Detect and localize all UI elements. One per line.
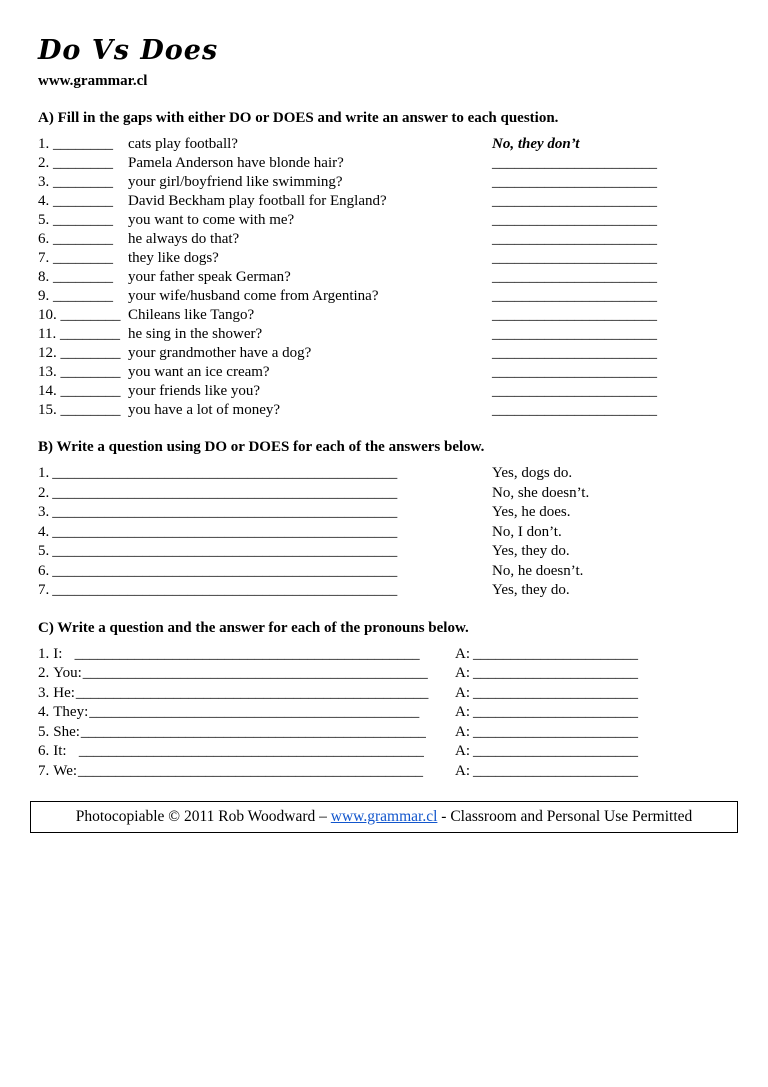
answer-blank: ______________________ xyxy=(492,383,657,399)
pronoun-label: They: xyxy=(53,704,89,720)
question-text: he sing in the shower? xyxy=(128,326,263,342)
footer-copyright xyxy=(30,801,738,833)
item-number-cell xyxy=(38,268,128,287)
question-text: Chileans like Tango? xyxy=(128,307,255,323)
do-does-blank: ________ xyxy=(53,136,113,152)
item-number: 10. xyxy=(38,307,57,323)
question-blank: _______________________________________________ xyxy=(75,684,429,701)
answer-text: No, he doesn’t. xyxy=(492,562,584,579)
footer-text-after: - Classroom and Personal Use Permitted xyxy=(437,808,693,825)
item-number: 6. xyxy=(38,562,50,579)
answer-label: A: xyxy=(455,684,470,701)
section-a-row xyxy=(38,344,730,363)
question-text: your friends like you? xyxy=(128,383,261,399)
question-blank-cell xyxy=(38,581,492,601)
answer-blank: ______________________ xyxy=(492,174,657,190)
section-a-row xyxy=(38,192,730,211)
answer-blank: ______________________ xyxy=(473,665,638,681)
item-number: 3. xyxy=(38,174,50,190)
item-number: 15. xyxy=(38,402,57,418)
answer-blank: ______________________ xyxy=(473,645,638,662)
worksheet-page xyxy=(38,34,730,833)
answer-blank: ______________________ xyxy=(492,326,657,342)
question-blank-cell xyxy=(38,484,492,504)
item-number-cell xyxy=(38,211,128,230)
answer-blank: ______________________ xyxy=(492,307,657,323)
do-does-blank: ________ xyxy=(59,326,120,342)
pronoun-question-cell xyxy=(38,723,455,743)
section-b-row xyxy=(38,542,730,562)
section-b-row xyxy=(38,562,730,582)
section-c-heading: C) Write a question and the answer for each of the pronouns below. xyxy=(38,619,469,636)
pronoun-label: She: xyxy=(53,723,80,740)
section-a-row xyxy=(38,268,730,287)
section-b-heading: B) Write a question using DO or DOES for each of the answers below. xyxy=(38,439,485,455)
question-text: cats play football? xyxy=(128,136,238,152)
item-number-cell xyxy=(38,363,128,382)
section-c-row xyxy=(38,684,730,704)
question-blank: ____________________________________________ xyxy=(89,704,420,720)
answer-text: No, I don’t. xyxy=(492,523,562,540)
question-blank-cell xyxy=(38,523,492,543)
answer-cell xyxy=(455,762,730,782)
answer-label: A: xyxy=(455,723,470,740)
section-a-row xyxy=(38,211,730,230)
pronoun-question-cell xyxy=(38,684,455,704)
answer-blank: ______________________ xyxy=(473,743,638,759)
item-number-cell xyxy=(38,306,128,325)
pronoun-label: He: xyxy=(53,684,75,701)
answer-blank: ______________________ xyxy=(492,345,657,361)
item-number: 1. xyxy=(38,136,50,152)
pronoun-question-cell xyxy=(38,664,455,684)
worksheet-title: Do Vs Does xyxy=(38,35,219,66)
answer-label: A: xyxy=(455,665,470,681)
question-blank-cell xyxy=(38,503,492,523)
question-text: he always do that? xyxy=(128,231,240,247)
pronoun-label: I: xyxy=(53,645,63,662)
question-text: you want an ice cream? xyxy=(128,364,270,380)
question-blank: ______________________________________________ xyxy=(82,665,428,681)
item-number-cell xyxy=(38,249,128,268)
item-number: 4. xyxy=(38,704,50,720)
pronoun-question-cell xyxy=(38,762,455,782)
item-number: 2. xyxy=(38,484,50,501)
section-a-row xyxy=(38,249,730,268)
answer-label: A: xyxy=(455,762,470,779)
item-number: 3. xyxy=(38,504,50,520)
pronoun-label: We: xyxy=(53,762,78,779)
website-url: www.grammar.cl xyxy=(38,73,148,89)
answer-text: Yes, dogs do. xyxy=(492,465,573,481)
question-blank: ______________________________________________ xyxy=(52,582,398,598)
section-c-row xyxy=(38,703,730,723)
do-does-blank: ________ xyxy=(53,231,113,247)
section-c-row xyxy=(38,664,730,684)
section-a-heading: A) Fill in the gaps with either DO or DOES and write an answer to each question. xyxy=(38,110,559,126)
section-a-row xyxy=(38,173,730,192)
footer-text-before: Photocopiable © 2011 Rob Woodward – xyxy=(75,808,331,825)
question-text: your father speak German? xyxy=(128,269,291,285)
answer-blank: ______________________ xyxy=(473,723,638,740)
answer-cell xyxy=(455,742,730,762)
item-number: 14. xyxy=(38,383,57,399)
item-number: 13. xyxy=(38,364,57,380)
do-does-blank: ________ xyxy=(53,155,113,171)
pronoun-question-cell xyxy=(38,703,455,723)
answer-label: A: xyxy=(455,645,470,662)
question-blank-cell xyxy=(38,542,492,562)
section-a-row xyxy=(38,382,730,401)
do-does-blank: ________ xyxy=(53,193,113,209)
item-number-cell xyxy=(38,135,128,154)
question-blank: ______________________________________________ xyxy=(78,762,424,779)
section-c-row xyxy=(38,723,730,743)
item-number: 7. xyxy=(38,582,50,598)
answer-cell xyxy=(455,703,730,723)
section-a-row xyxy=(38,230,730,249)
question-text: they like dogs? xyxy=(128,250,219,266)
do-does-blank: ________ xyxy=(53,250,113,266)
item-number: 9. xyxy=(38,288,50,304)
item-number-cell xyxy=(38,287,128,306)
do-does-blank: ________ xyxy=(53,212,113,228)
section-a-row xyxy=(38,287,730,306)
section-b-row xyxy=(38,484,730,504)
section-a-list xyxy=(38,135,730,420)
item-number: 7. xyxy=(38,250,50,266)
answer-label: A: xyxy=(455,743,470,759)
item-number: 11. xyxy=(38,326,57,342)
item-number-cell xyxy=(38,192,128,211)
question-text: Pamela Anderson have blonde hair? xyxy=(128,155,344,171)
pronoun-question-cell xyxy=(38,645,455,665)
item-number: 5. xyxy=(38,723,50,740)
item-number-cell xyxy=(38,344,128,363)
answer-blank: ______________________ xyxy=(492,364,657,380)
question-blank-cell xyxy=(38,464,492,484)
section-a-row xyxy=(38,363,730,382)
question-blank: ______________________________________________ xyxy=(52,484,398,501)
answer-blank: No, they don’t xyxy=(492,136,580,152)
section-b-row xyxy=(38,464,730,484)
answer-blank: ______________________ xyxy=(473,762,638,779)
question-text: David Beckham play football for England? xyxy=(128,193,387,209)
do-does-blank: ________ xyxy=(53,269,113,285)
do-does-blank: ________ xyxy=(60,402,121,418)
do-does-blank: ________ xyxy=(60,345,121,361)
pronoun-label: It: xyxy=(53,743,67,759)
item-number: 6. xyxy=(38,743,50,759)
question-blank: ______________________________________________ xyxy=(52,465,398,481)
answer-blank: ______________________ xyxy=(473,684,638,701)
answer-blank: ______________________ xyxy=(492,250,657,266)
pronoun-question-cell xyxy=(38,742,455,762)
question-blank: ______________________________________________ xyxy=(52,543,398,559)
question-blank: ______________________________________________ xyxy=(67,743,424,759)
answer-blank: ______________________ xyxy=(492,193,657,209)
question-text: you have a lot of money? xyxy=(128,402,281,418)
item-number: 4. xyxy=(38,523,50,540)
item-number-cell xyxy=(38,325,128,344)
item-number: 1. xyxy=(38,645,50,662)
answer-cell xyxy=(455,645,730,665)
do-does-blank: ________ xyxy=(60,383,121,399)
item-number-cell xyxy=(38,154,128,173)
answer-cell xyxy=(455,723,730,743)
answer-text: No, she doesn’t. xyxy=(492,484,590,501)
answer-cell xyxy=(455,664,730,684)
question-blank: ______________________________________________ xyxy=(63,645,420,662)
section-a-row xyxy=(38,306,730,325)
section-c-row xyxy=(38,645,730,665)
section-c-list xyxy=(38,645,730,782)
answer-blank: ______________________ xyxy=(492,155,657,171)
item-number: 8. xyxy=(38,269,50,285)
answer-blank: ______________________ xyxy=(492,212,657,228)
answer-blank: ______________________ xyxy=(492,269,657,285)
item-number-cell xyxy=(38,382,128,401)
section-b-row xyxy=(38,523,730,543)
section-c-row xyxy=(38,762,730,782)
item-number: 5. xyxy=(38,543,50,559)
do-does-blank: ________ xyxy=(53,288,113,304)
section-a-row xyxy=(38,401,730,420)
question-blank: ______________________________________________ xyxy=(52,562,398,579)
answer-cell xyxy=(455,684,730,704)
item-number: 4. xyxy=(38,193,50,209)
question-blank: ______________________________________________ xyxy=(80,723,426,740)
section-b-row xyxy=(38,581,730,601)
footer-grammar-link[interactable]: www.grammar.cl xyxy=(330,808,438,825)
item-number: 3. xyxy=(38,684,50,701)
answer-blank: ______________________ xyxy=(492,402,657,418)
section-a-row xyxy=(38,135,730,154)
answer-blank: ______________________ xyxy=(492,231,657,247)
answer-text: Yes, they do. xyxy=(492,582,570,598)
section-b-row xyxy=(38,503,730,523)
item-number: 1. xyxy=(38,465,50,481)
do-does-blank: ________ xyxy=(60,364,121,380)
item-number-cell xyxy=(38,401,128,420)
question-blank: ______________________________________________ xyxy=(52,523,398,540)
item-number: 2. xyxy=(38,155,50,171)
question-text: your grandmother have a dog? xyxy=(128,345,312,361)
answer-text: Yes, they do. xyxy=(492,543,570,559)
item-number: 5. xyxy=(38,212,50,228)
item-number: 2. xyxy=(38,665,50,681)
section-a-row xyxy=(38,325,730,344)
do-does-blank: ________ xyxy=(60,307,121,323)
question-blank: ______________________________________________ xyxy=(52,504,398,520)
question-blank-cell xyxy=(38,562,492,582)
question-text: your wife/husband come from Argentina? xyxy=(128,288,379,304)
section-a-row xyxy=(38,154,730,173)
answer-blank: ______________________ xyxy=(492,288,657,304)
item-number: 7. xyxy=(38,762,50,779)
item-number-cell xyxy=(38,230,128,249)
question-text: your girl/boyfriend like swimming? xyxy=(128,174,343,190)
do-does-blank: ________ xyxy=(53,174,113,190)
pronoun-label: You: xyxy=(53,665,82,681)
answer-text: Yes, he does. xyxy=(492,504,571,520)
item-number-cell xyxy=(38,173,128,192)
question-text: you want to come with me? xyxy=(128,212,295,228)
item-number: 6. xyxy=(38,231,50,247)
section-b-list xyxy=(38,464,730,601)
section-c-row xyxy=(38,742,730,762)
answer-blank: ______________________ xyxy=(473,704,638,720)
item-number: 12. xyxy=(38,345,57,361)
answer-label: A: xyxy=(455,704,470,720)
